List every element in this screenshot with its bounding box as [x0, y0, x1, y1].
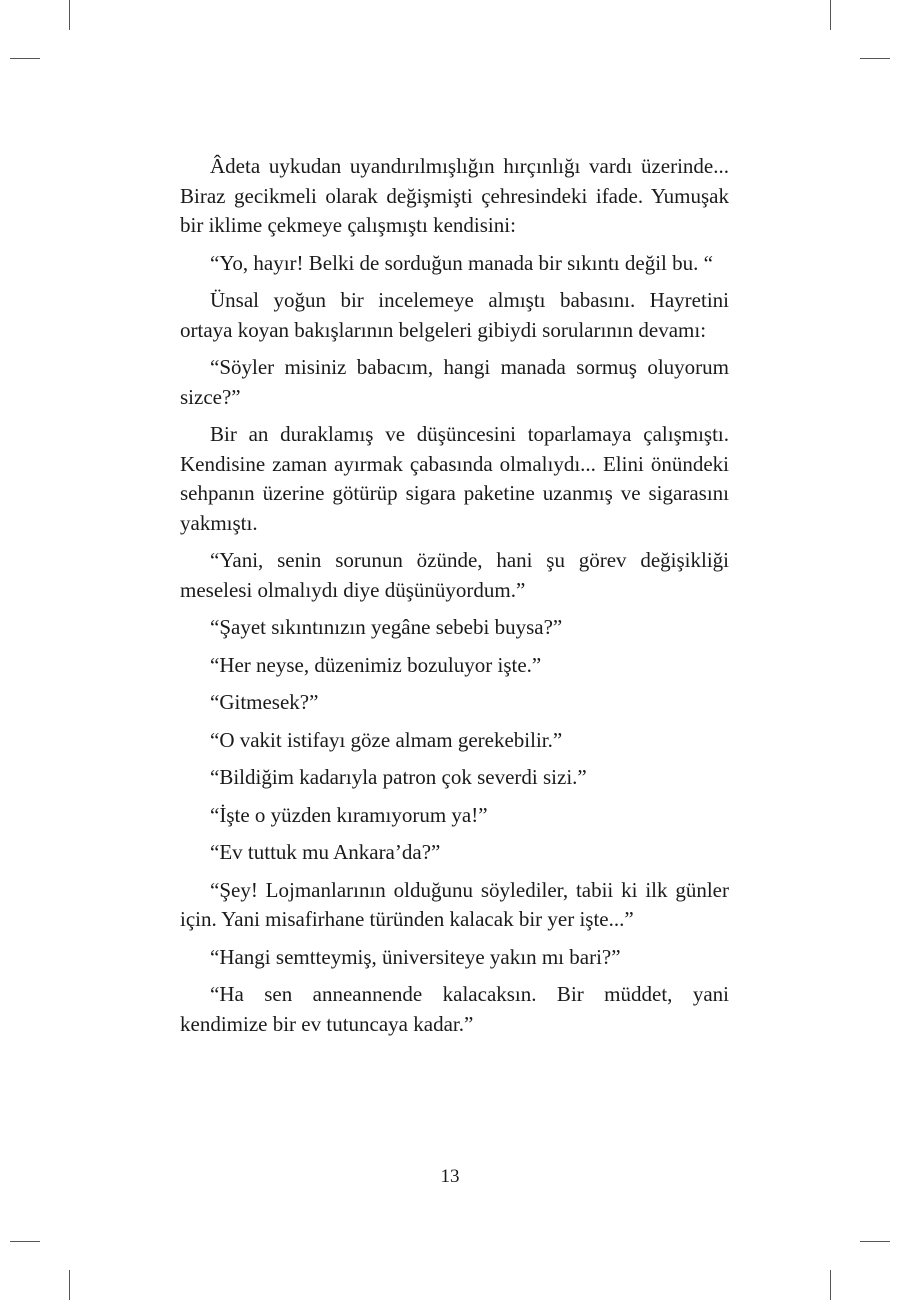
- paragraph: “Hangi semtteymiş, üniversiteye yakın mı bari?”: [210, 944, 621, 969]
- paragraph: “Her neyse, düzenimiz bozuluyor işte.”: [210, 652, 542, 677]
- paragraph: “Bildiğim kadarıyla patron çok severdi sizi.”: [210, 765, 587, 789]
- crop-mark-right-top: [860, 58, 890, 59]
- paragraph: Âdeta uykudan uyandırılmışlığın hırçınlığı vardı üzerinde... Biraz gecikmeli olarak değişmişti çehresindeki ifade. Yumuşak bir iklime çekmeye çalışmıştı kendisini:: [180, 154, 729, 237]
- crop-mark-bottom-left: [69, 1270, 70, 1300]
- paragraph: “Yani, senin sorunun özünde, hani şu görev değişikliği meselesi olmalıydı diye düşünüyordum.”: [180, 548, 729, 602]
- paragraph: “Şayet sıkıntınızın yegâne sebebi buysa?”: [210, 615, 563, 639]
- crop-mark-top-left: [69, 0, 70, 30]
- paragraph: “Ha sen anneannende kalacaksın. Bir müddet, yani kendimize bir ev tutuncaya kadar.”: [180, 982, 729, 1036]
- crop-mark-bottom-right: [830, 1270, 831, 1300]
- crop-mark-top-right: [830, 0, 831, 30]
- crop-mark-left-top: [10, 58, 40, 59]
- page-number: 13: [440, 1166, 460, 1187]
- paragraph: “Söyler misiniz babacım, hangi manada sormuş oluyorum sizce?”: [180, 355, 729, 409]
- crop-mark-right-bottom: [860, 1241, 890, 1242]
- paragraph: “Şey! Lojmanlarının olduğunu söylediler, tabii ki ilk günler için. Yani misafirhane türünden kalacak bir yer işte...”: [180, 877, 729, 931]
- paragraph: “İşte o yüzden kıramıyorum ya!”: [210, 802, 488, 827]
- paragraph: “Gitmesek?”: [210, 690, 319, 714]
- crop-mark-left-bottom: [10, 1241, 40, 1242]
- paragraph: “Yo, hayır! Belki de sorduğun manada bir sıkıntı değil bu. “: [210, 250, 713, 275]
- paragraph: Ünsal yoğun bir incelemeye almıştı babasını. Hayretini ortaya koyan bakışlarının belgeleri gibiydi sorularının devamı:: [180, 288, 729, 342]
- paragraph: “O vakit istifayı göze almam gerekebilir.”: [210, 727, 563, 752]
- paragraph: “Ev tuttuk mu Ankara’da?”: [210, 840, 441, 864]
- paragraph: Bir an duraklamış ve düşüncesini toparlamaya çalışmıştı. Kendisine zaman ayırmak çabasında olmalıydı... Elini önündeki sehpanın üzerine götürüp sigara paketine uzanmış ve sigarasını yakmıştı.: [180, 422, 729, 535]
- body-text: [180, 152, 729, 1047]
